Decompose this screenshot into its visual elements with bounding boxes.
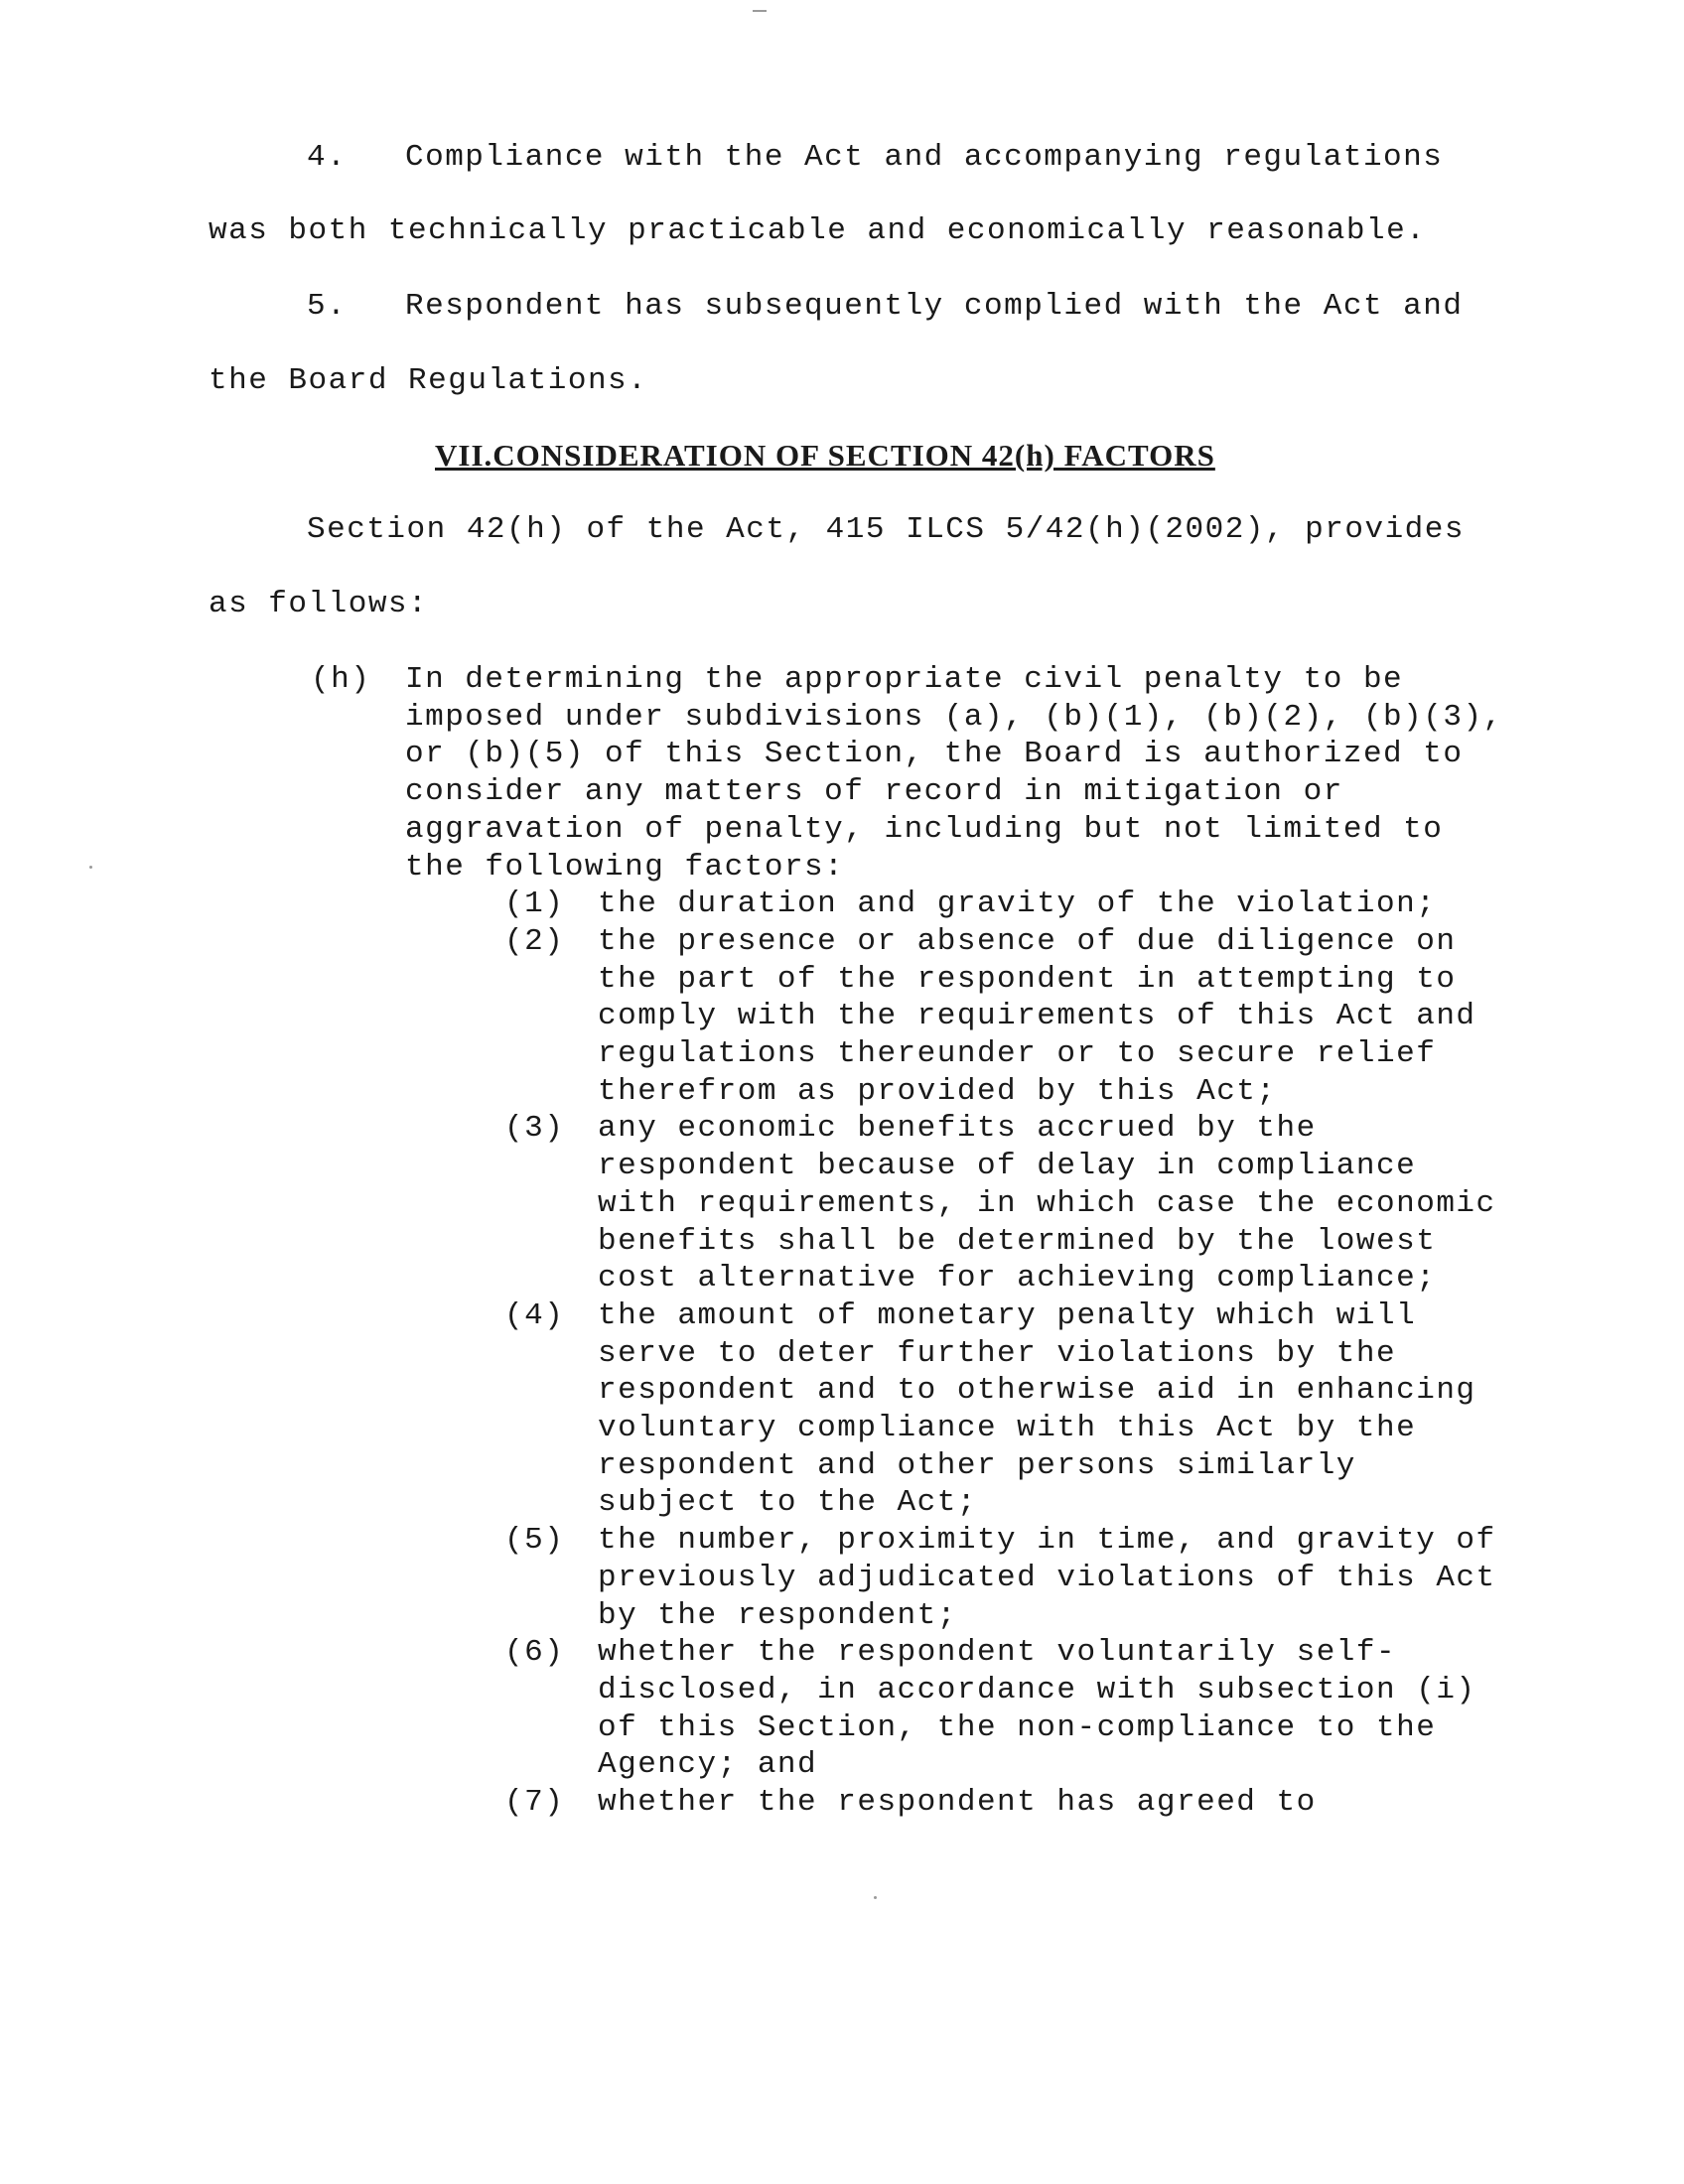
paragraph-5-line-1: Respondent has subsequently complied with the Act and bbox=[405, 289, 1464, 324]
factor-text-line: whether the respondent voluntarily self- bbox=[598, 1635, 1397, 1671]
factor-text-line: whether the respondent has agreed to bbox=[598, 1785, 1317, 1820]
factor-text-line: the part of the respondent in attempting to bbox=[598, 961, 1457, 997]
scan-speck bbox=[89, 866, 92, 869]
quote-text-line: consider any matters of record in mitigation or bbox=[405, 774, 1343, 810]
factor-text-line: cost alternative for achieving compliance; bbox=[598, 1261, 1437, 1297]
factor-text-line: by the respondent; bbox=[598, 1597, 957, 1633]
factor-text-line: respondent and other persons similarly bbox=[598, 1447, 1356, 1483]
quote-text bbox=[405, 661, 1503, 886]
paragraph-5-line-2: the Board Regulations. bbox=[209, 363, 648, 398]
factor-text-line: serve to deter further violations by the bbox=[598, 1335, 1397, 1371]
paragraph-4-line-1: Compliance with the Act and accompanying regulations bbox=[405, 140, 1444, 175]
paragraph-4-number: 4. bbox=[307, 140, 348, 175]
quote-text-line: or (b)(5) of this Section, the Board is authorized to bbox=[405, 737, 1464, 772]
quote-text-line: aggravation of penalty, including but not limited to bbox=[405, 811, 1444, 847]
factor-text-line: with requirements, in which case the economic bbox=[598, 1185, 1496, 1221]
factor-text-line: the number, proximity in time, and gravity of bbox=[598, 1523, 1496, 1559]
factor-text-line: the duration and gravity of the violation; bbox=[598, 887, 1437, 922]
factor-label: (6) bbox=[504, 1635, 565, 1671]
factor-text-line: subject to the Act; bbox=[598, 1485, 977, 1521]
factor-label: (4) bbox=[504, 1297, 565, 1333]
factor-text-line: previously adjudicated violations of this Act bbox=[598, 1560, 1496, 1595]
factor-text-line: disclosed, in accordance with subsection (i) bbox=[598, 1672, 1476, 1707]
factor-text-line: respondent because of delay in compliance bbox=[598, 1149, 1417, 1184]
factor-text-line: the amount of monetary penalty which will bbox=[598, 1297, 1417, 1333]
paragraph-4-line-2: was both technically practicable and economically reasonable. bbox=[209, 213, 1427, 248]
quote-text-line: the following factors: bbox=[405, 849, 845, 885]
scan-speck bbox=[874, 1896, 877, 1899]
factor-text-line: respondent and to otherwise aid in enhancing bbox=[598, 1373, 1476, 1409]
quote-label: (h) bbox=[311, 662, 371, 697]
paragraph-5-number: 5. bbox=[307, 289, 348, 324]
factor-label: (5) bbox=[504, 1523, 565, 1559]
section-heading: VII.CONSIDERATION OF SECTION 42(h) FACTORS bbox=[435, 438, 1215, 473]
quote-text-line: imposed under subdivisions (a), (b)(1), (b)(2), (b)(3), bbox=[405, 699, 1503, 735]
factor-text-line: Agency; and bbox=[598, 1747, 818, 1783]
factor-text-line: of this Section, the non-compliance to the bbox=[598, 1709, 1437, 1745]
factor-text-line: voluntary compliance with this Act by the bbox=[598, 1411, 1417, 1445]
factor-label: (2) bbox=[504, 923, 565, 959]
intro-line-2: as follows: bbox=[209, 587, 429, 621]
factor-label: (3) bbox=[504, 1111, 565, 1147]
quote-text-line: In determining the appropriate civil penalty to be bbox=[405, 662, 1404, 697]
factor-text-line: regulations thereunder or to secure relief bbox=[598, 1036, 1437, 1071]
factor-text-line: comply with the requirements of this Act and bbox=[598, 999, 1476, 1034]
factor-label: (1) bbox=[504, 887, 565, 922]
factor-text-line: any economic benefits accrued by the bbox=[598, 1111, 1317, 1147]
scan-speck bbox=[753, 10, 767, 12]
factor-label: (7) bbox=[504, 1785, 565, 1820]
factor-text-line: benefits shall be determined by the lowest bbox=[598, 1223, 1437, 1259]
factor-text-line: therefrom as provided by this Act; bbox=[598, 1073, 1277, 1109]
intro-line-1: Section 42(h) of the Act, 415 ILCS 5/42(h)(2002), provides bbox=[307, 512, 1465, 547]
factor-text-line: the presence or absence of due diligence on bbox=[598, 923, 1457, 959]
